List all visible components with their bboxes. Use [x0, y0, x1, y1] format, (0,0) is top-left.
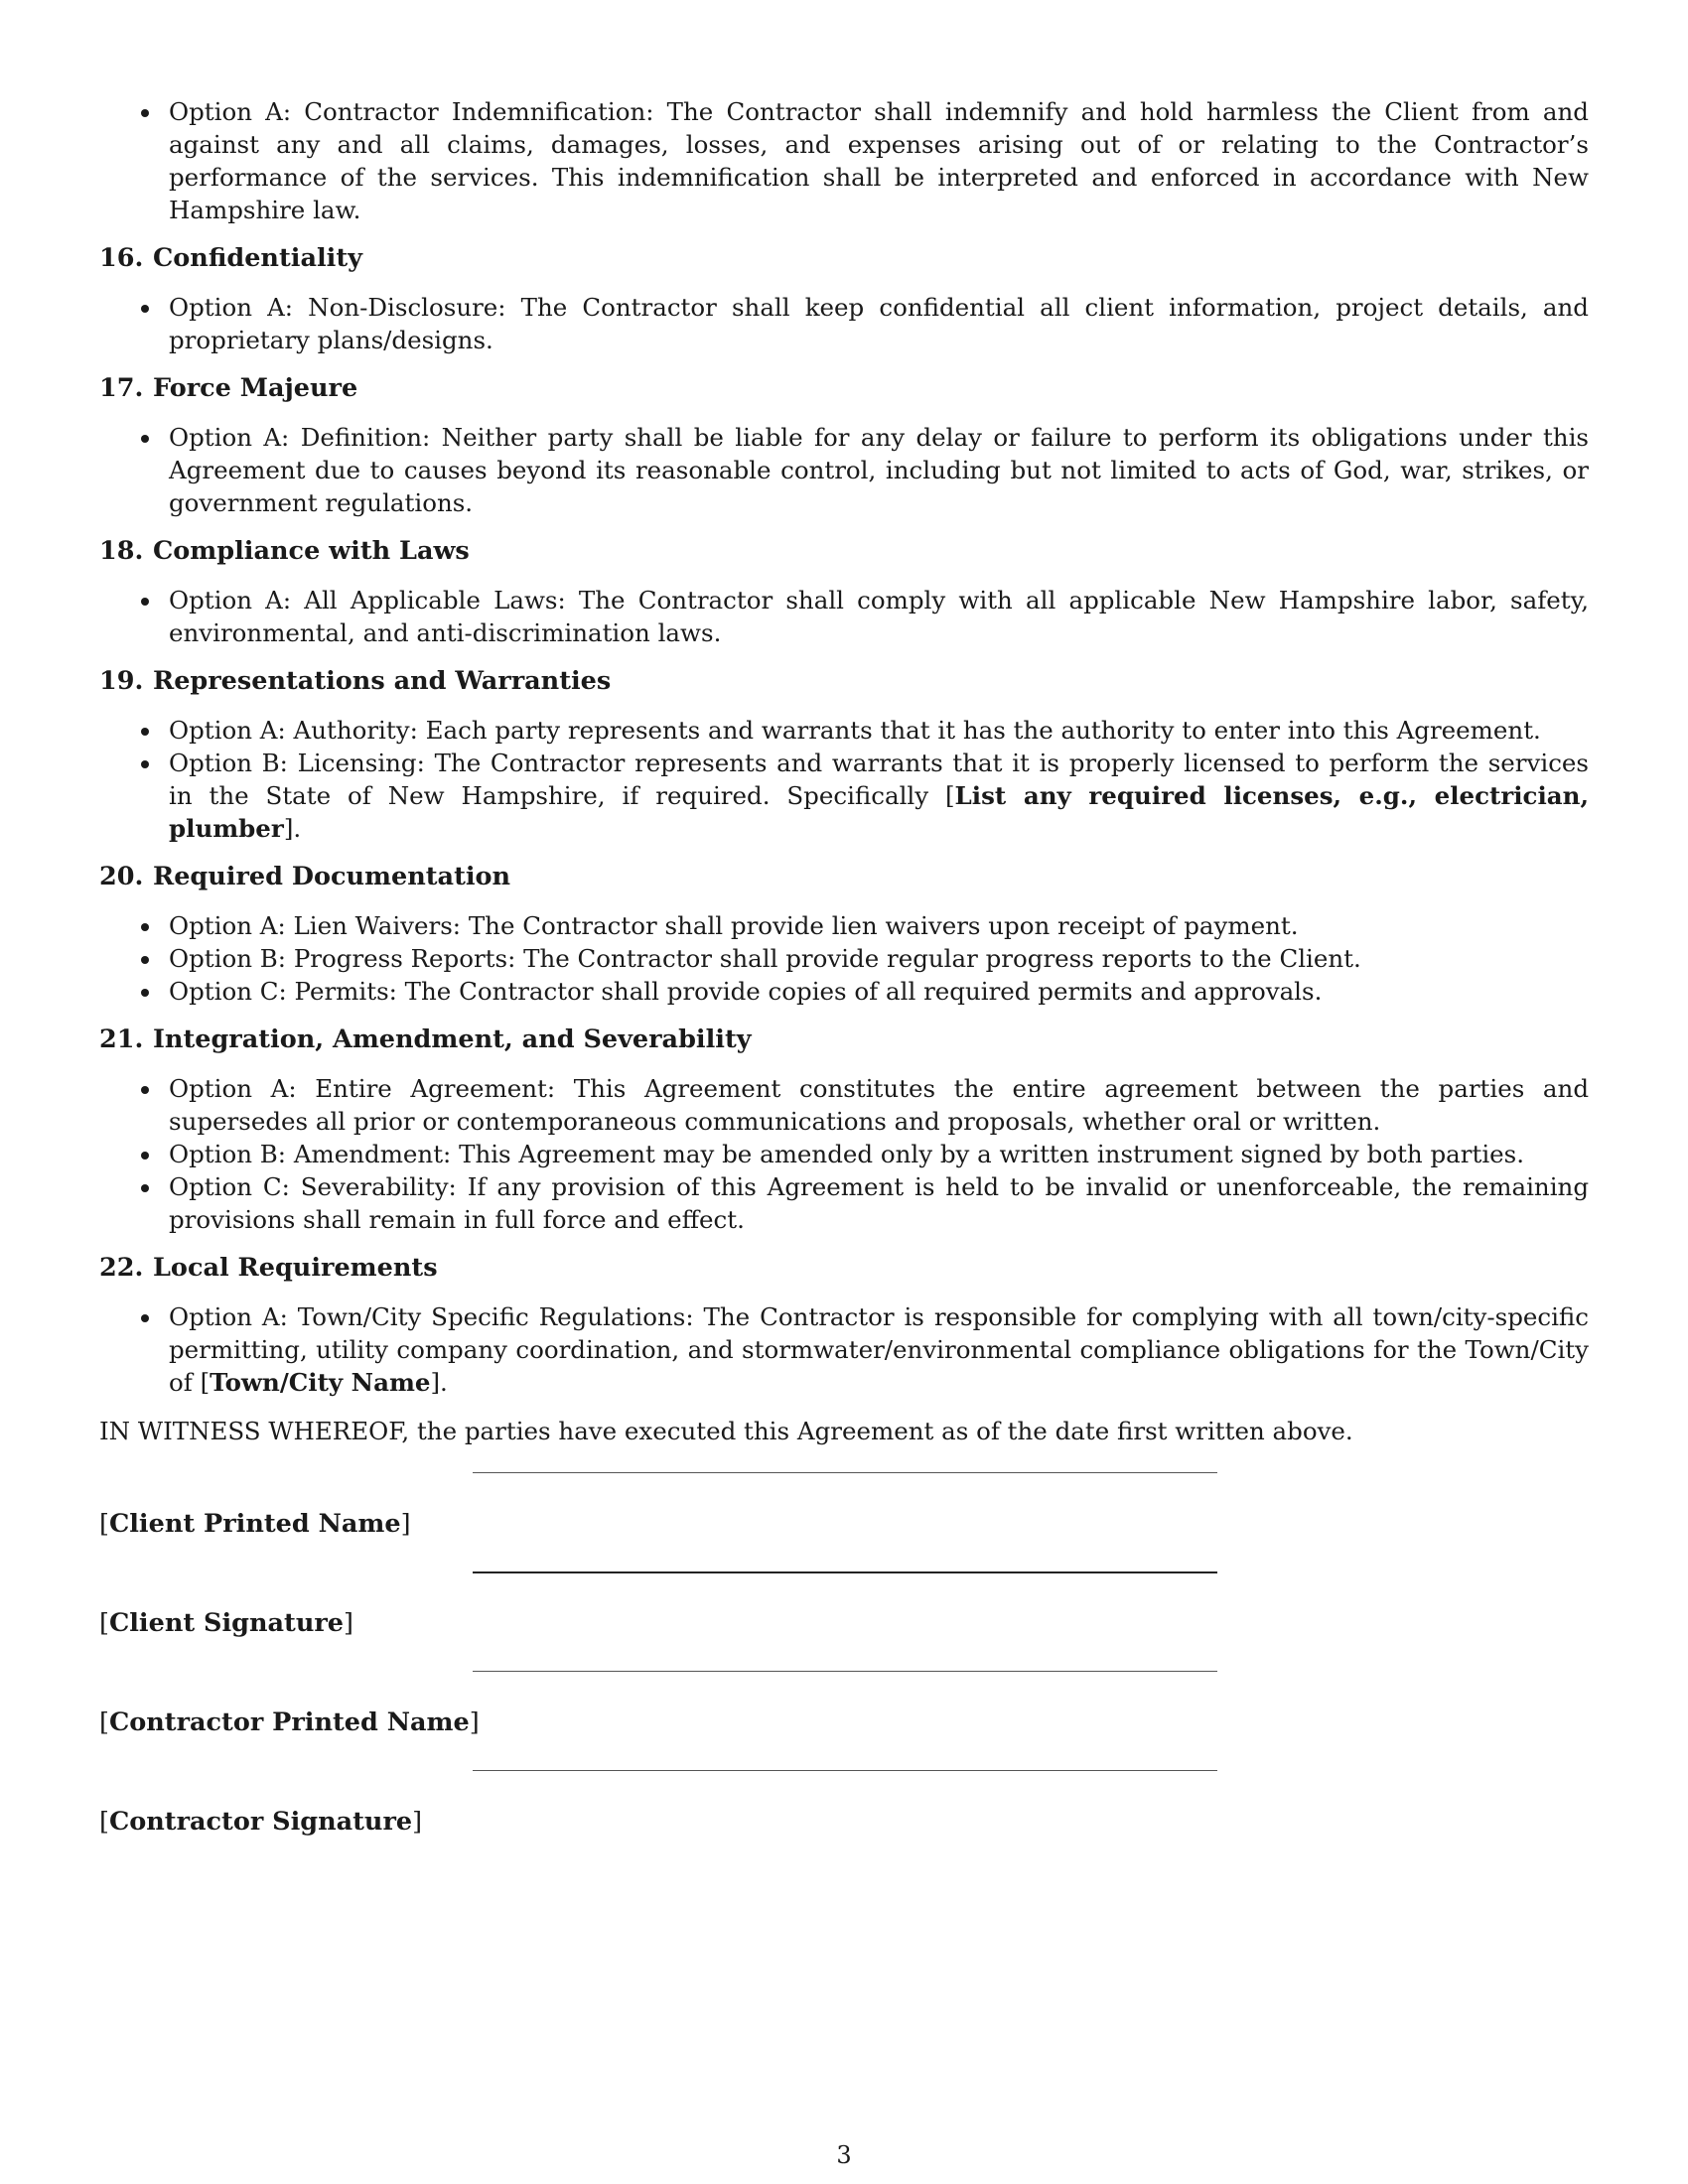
signature-line[interactable] — [473, 1770, 1217, 1771]
section-15-bullets — [99, 95, 1589, 226]
section-heading: 19. Representations and Warranties — [99, 666, 612, 696]
signature-line[interactable] — [473, 1472, 1217, 1473]
section-16 — [99, 242, 1589, 356]
signature-block-contractor-signature — [99, 1770, 1589, 1869]
section-heading: 22. Local Requirements — [99, 1253, 438, 1283]
bullet-icon — [141, 109, 149, 117]
town-city-placeholder: Town/City Name — [210, 1368, 431, 1397]
bullet-icon — [141, 1184, 149, 1192]
bullet-icon — [141, 1152, 149, 1160]
section-22 — [99, 1252, 1589, 1399]
section-18 — [99, 535, 1589, 649]
section-19 — [99, 665, 1589, 845]
licenses-placeholder: List any required licenses, e.g., electrician, plumber — [169, 781, 1589, 843]
section-20 — [99, 861, 1589, 1008]
bullet-icon — [141, 1314, 149, 1322]
section-21 — [99, 1024, 1589, 1236]
section-17 — [99, 372, 1589, 519]
signature-label: [Client Printed Name] — [99, 1508, 411, 1539]
section-bullets — [99, 909, 1589, 1008]
bullet-icon — [141, 598, 149, 606]
section-heading: 20. Required Documentation — [99, 862, 511, 891]
section-bullets — [99, 1300, 1589, 1399]
bullet-icon — [141, 435, 149, 443]
bullet-icon — [141, 760, 149, 768]
signature-line[interactable] — [473, 1571, 1217, 1573]
bullet-icon — [141, 923, 149, 931]
bullet-icon — [141, 728, 149, 736]
section-bullets — [99, 714, 1589, 845]
indemnification-text: Option A: Contractor Indemnification: The Contractor shall indemnify and hold harmless the Client from and against any and all claims, damages, losses, and expenses arising out of or relating to the Contractor’s performance of the services. This indemnification shall be interpreted and enforced in accordance with New Hampshire law. — [169, 97, 1589, 224]
signature-label: [Contractor Signature] — [99, 1806, 423, 1837]
signature-block-contractor-printed-name — [99, 1671, 1589, 1770]
bullet-icon — [141, 989, 149, 997]
section-heading: 17. Force Majeure — [99, 373, 358, 403]
bullet-icon — [141, 956, 149, 964]
list-item: Option A: Lien Waivers: The Contractor shall provide lien waivers upon receipt of payment. — [99, 909, 1589, 942]
signature-line[interactable] — [473, 1671, 1217, 1672]
signature-block-client-signature — [99, 1571, 1589, 1671]
bullet-icon — [141, 1086, 149, 1094]
signature-section — [99, 1472, 1589, 1869]
page-number: 3 — [836, 2141, 852, 2169]
list-item: Option A: Non-Disclosure: The Contractor shall keep confidential all client information, project details, and proprietary plans/designs. — [99, 291, 1589, 356]
list-item: Option A: Town/City Specific Regulations: The Contractor is responsible for complying with all town/city-specific permitting, utility company coordination, and stormwater/environmental compliance obligations for the Town/City of [Town/City Name]. — [99, 1300, 1589, 1399]
list-item: Option B: Licensing: The Contractor represents and warrants that it is properly licensed to perform the services in the State of New Hampshire, if required. Specifically [List any required licenses, e.g., electrician, plumber]. — [99, 747, 1589, 845]
document-page — [99, 95, 1589, 1869]
list-item: Option C: Permits: The Contractor shall provide copies of all required permits and approvals. — [99, 975, 1589, 1008]
bullet-icon — [141, 305, 149, 313]
witness-clause: IN WITNESS WHEREOF, the parties have executed this Agreement as of the date first written above. — [99, 1417, 1353, 1445]
list-item: Option A: Authority: Each party represents and warrants that it has the authority to enter into this Agreement. — [99, 714, 1589, 747]
list-item: Option B: Progress Reports: The Contractor shall provide regular progress reports to the Client. — [99, 942, 1589, 975]
list-item: Option A: All Applicable Laws: The Contractor shall comply with all applicable New Hampshire labor, safety, environmental, and anti-discrimination laws. — [99, 584, 1589, 649]
section-bullets — [99, 291, 1589, 356]
signature-label: [Contractor Printed Name] — [99, 1706, 480, 1737]
signature-label: [Client Signature] — [99, 1607, 353, 1638]
list-item: Option C: Severability: If any provision of this Agreement is held to be invalid or unenforceable, the remaining provisions shall remain in full force and effect. — [99, 1170, 1589, 1236]
list-item: Option A: Entire Agreement: This Agreement constitutes the entire agreement between the parties and supersedes all prior or contemporaneous communications and proposals, whether oral or written. — [99, 1072, 1589, 1138]
section-heading: 18. Compliance with Laws — [99, 536, 470, 566]
list-item: Option A: Definition: Neither party shall be liable for any delay or failure to perform its obligations under this Agreement due to causes beyond its reasonable control, including but not limited to acts of God, war, strikes, or government regulations. — [99, 421, 1589, 519]
section-heading: 21. Integration, Amendment, and Severability — [99, 1024, 752, 1054]
list-item: Option B: Amendment: This Agreement may be amended only by a written instrument signed by both parties. — [99, 1138, 1589, 1170]
section-bullets — [99, 1072, 1589, 1236]
signature-block-client-printed-name — [99, 1472, 1589, 1571]
section-bullets — [99, 584, 1589, 649]
section-heading: 16. Confidentiality — [99, 243, 362, 273]
section-bullets — [99, 421, 1589, 519]
indemnification-bullet — [99, 95, 1589, 226]
